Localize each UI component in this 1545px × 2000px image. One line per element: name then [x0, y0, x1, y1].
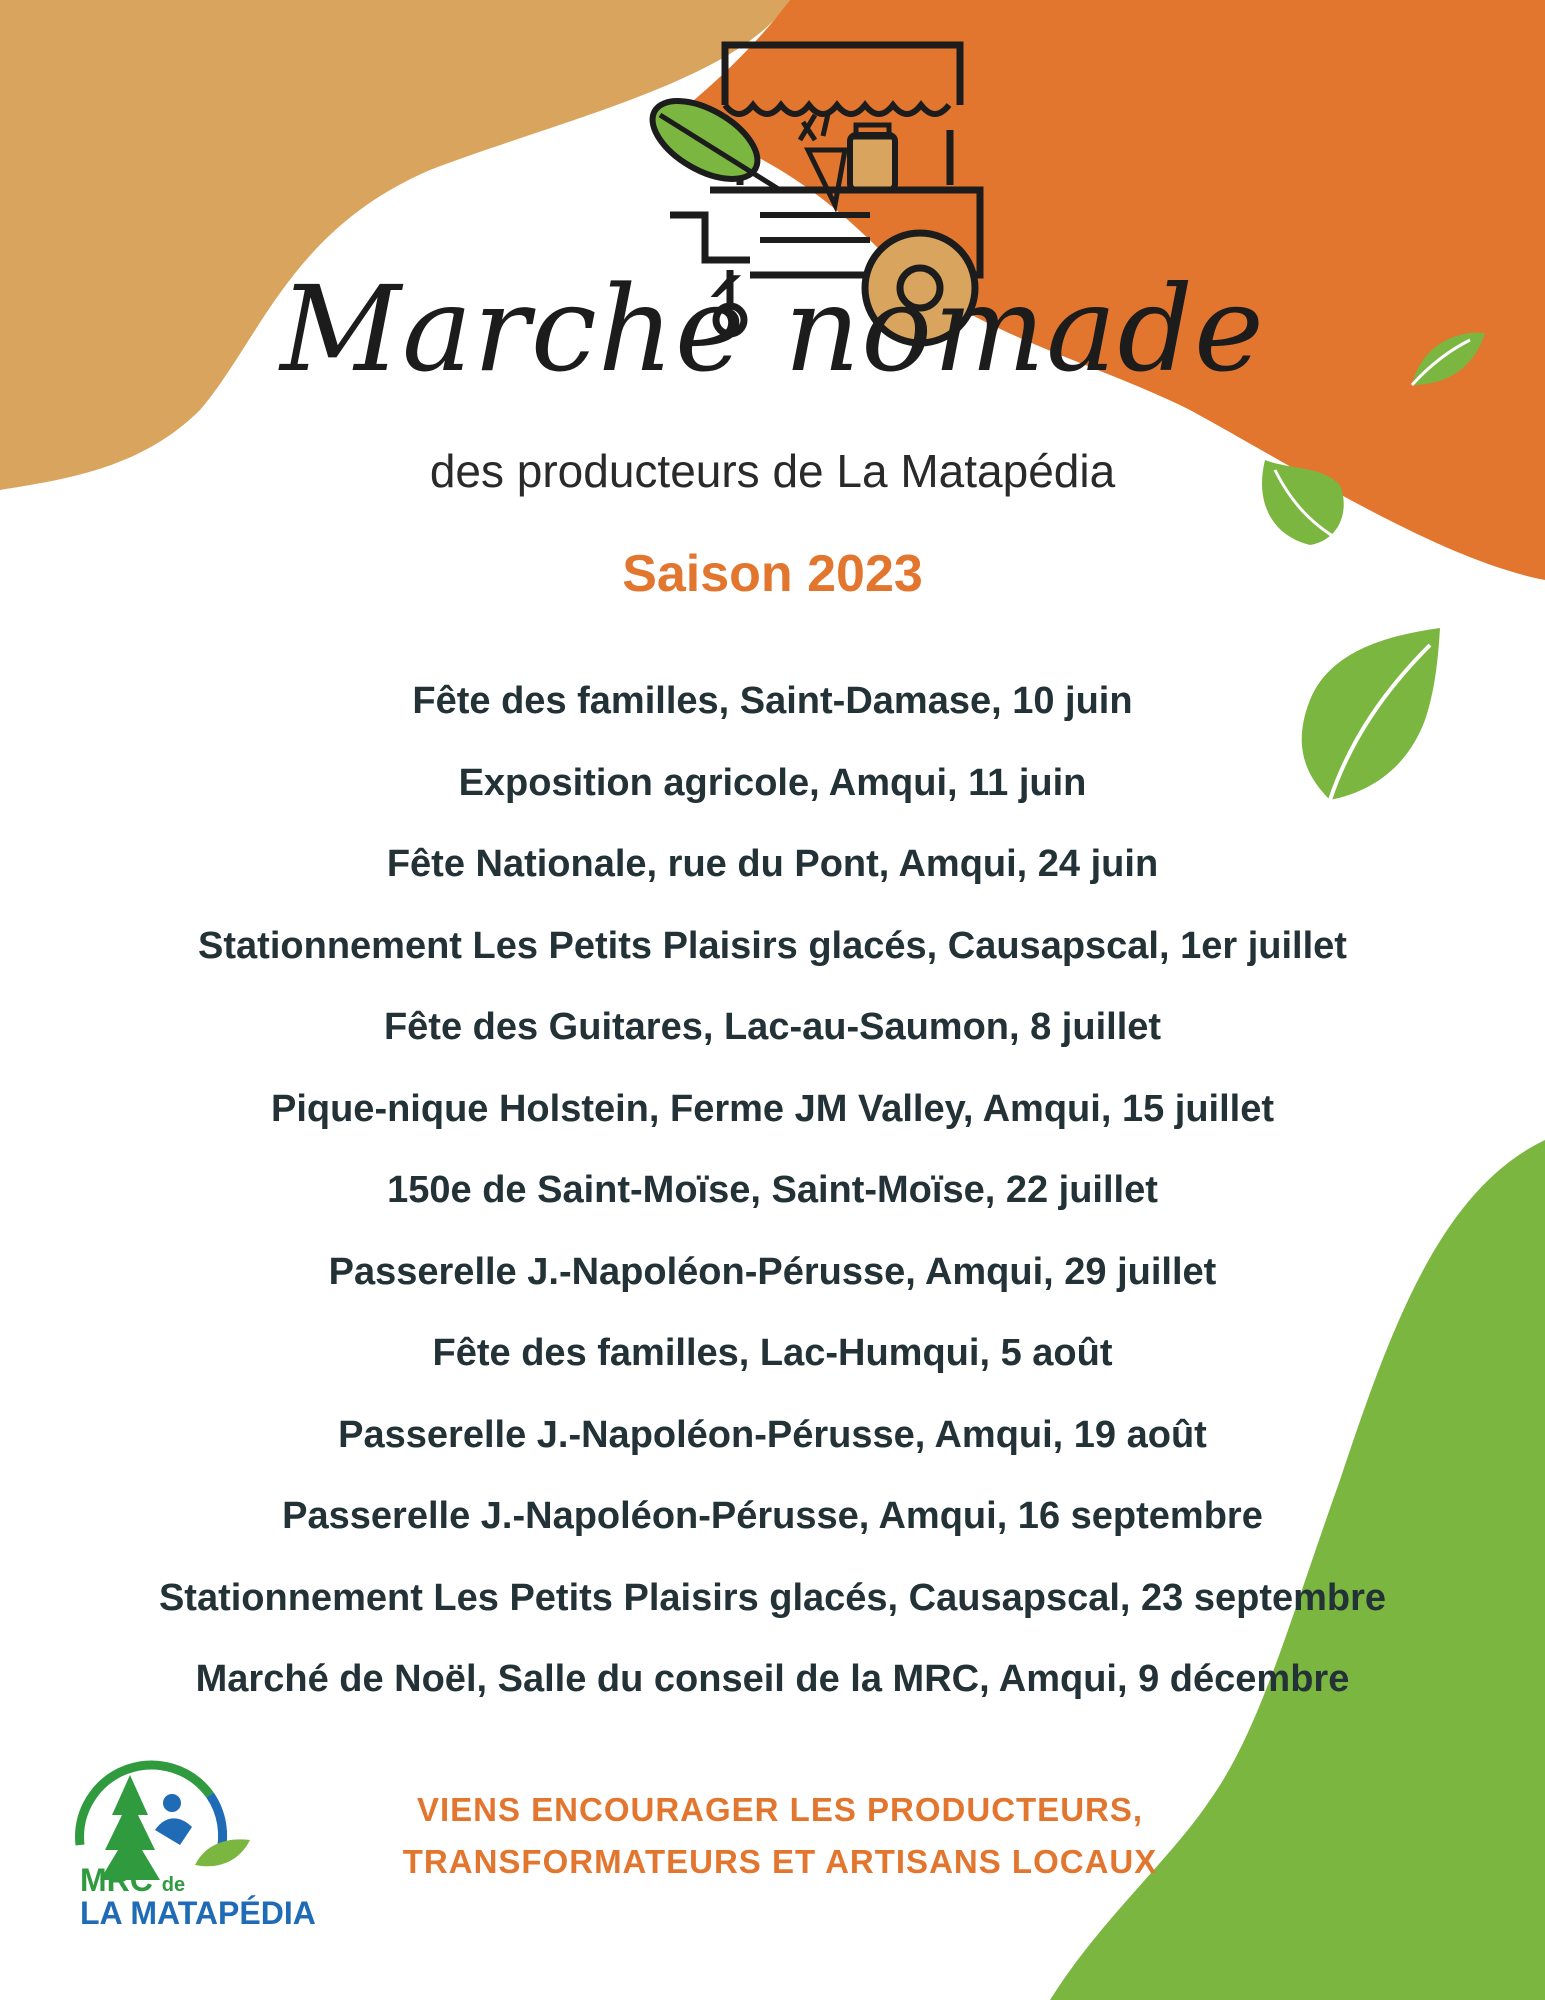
list-item: Passerelle J.-Napoléon-Pérusse, Amqui, 29 juillet [328, 1250, 1217, 1293]
page-subtitle: des producteurs de La Matapédia [429, 445, 1116, 497]
list-item: 150e de Saint-Moïse, Saint-Moïse, 22 juillet [387, 1169, 1158, 1211]
list-item: Marché de Noël, Salle du conseil de la MRC, Amqui, 9 décembre [195, 1658, 1350, 1700]
cta-line-2: TRANSFORMATEURS ET ARTISANS LOCAUX [402, 1843, 1158, 1880]
list-item: Fête des Guitares, Lac-au-Saumon, 8 juillet [383, 1006, 1162, 1048]
list-item: Fête des familles, Lac-Humqui, 5 août [432, 1332, 1113, 1374]
call-to-action [330, 1784, 1230, 1888]
list-item: Stationnement Les Petits Plaisirs glacés, Causapscal, 23 septembre [158, 1576, 1387, 1619]
page-title: Marché nomade [280, 260, 1265, 398]
list-item: Passerelle J.-Napoléon-Pérusse, Amqui, 19 août [338, 1413, 1207, 1456]
logo-line-2: LA MATAPÉDIA [80, 1895, 316, 1931]
person-icon [163, 1794, 181, 1812]
leaf-icon-cart [640, 85, 770, 195]
list-item: Passerelle J.-Napoléon-Pérusse, Amqui, 16 septembre [282, 1495, 1263, 1537]
logo-de-text: de [161, 1874, 186, 1896]
list-item: Exposition agricole, Amqui, 11 juin [458, 761, 1087, 804]
list-item: Pique-nique Holstein, Ferme JM Valley, Amqui, 15 juillet [270, 1087, 1274, 1130]
leaf-icon-logo [195, 1839, 250, 1866]
cta-line-1: VIENS ENCOURAGER LES PRODUCTEURS, [416, 1791, 1144, 1828]
logo-line-1 [80, 1862, 185, 1899]
list-item: Stationnement Les Petits Plaisirs glacés, Causapscal, 1er juillet [198, 924, 1347, 967]
season-heading: Saison 2023 [622, 545, 923, 603]
list-item: Fête des familles, Saint-Damase, 10 juin [412, 680, 1133, 722]
event-list [0, 670, 1545, 1730]
logo-mrc-text: MRC [80, 1862, 153, 1898]
list-item: Fête Nationale, rue du Pont, Amqui, 24 juin [386, 843, 1159, 885]
